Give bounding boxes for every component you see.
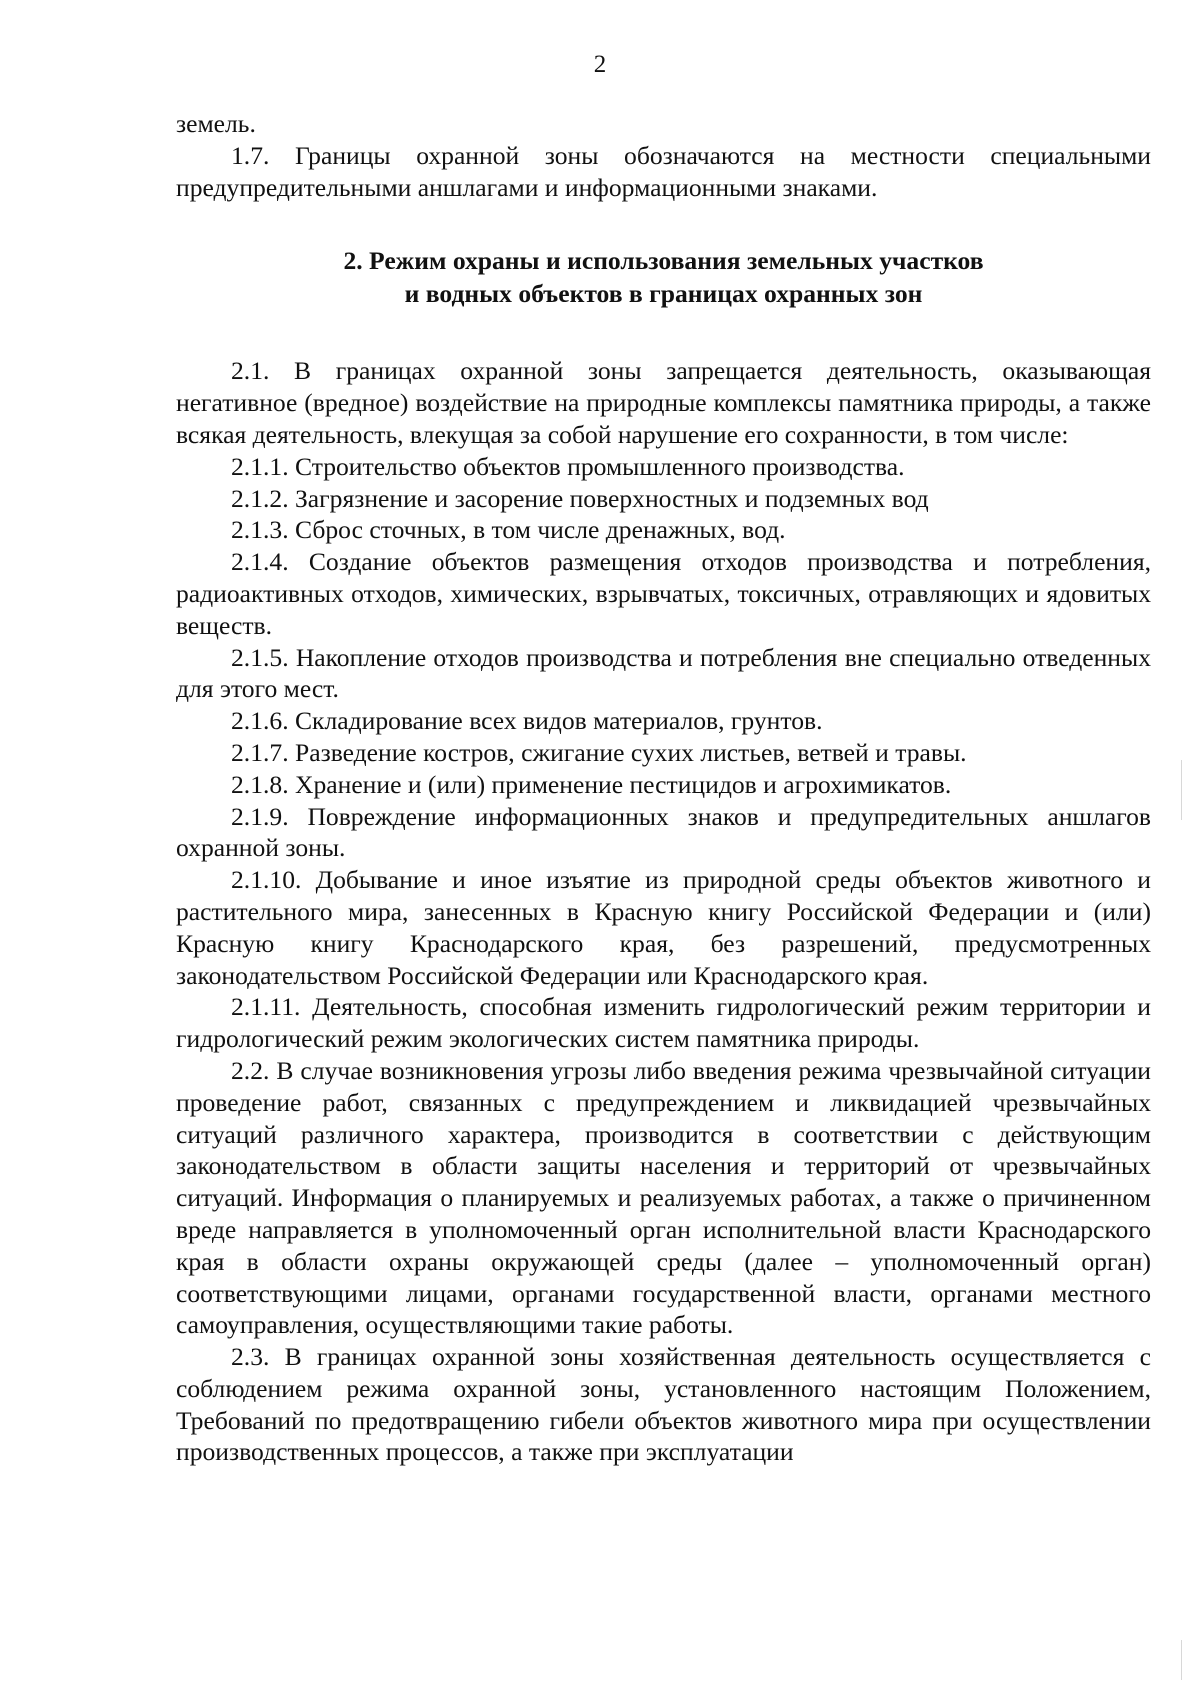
scan-edge-mark	[1181, 760, 1182, 820]
paragraph-continuation: земель.	[176, 109, 256, 138]
paragraph-2-2: 2.2. В случае возникновения угрозы либо введения режима чрезвычайной ситуации проведение работ, связанных с предупреждением и ликвидацией чрезвычайных ситуаций различного характера, производится в соответствии с действующим законодательством в области защиты населения и территорий от чрезвычайных ситуаций. Информация о планируемых и реализуемых работах, а также о причиненном вреде направляется в уполномоченный орган исполнительной власти Краснодарского края в области охраны окружающей среды (далее – уполномоченный орган) соответствующими лицами, органами государственной власти, органами местного самоуправления, осуществляющими такие работы.	[176, 1055, 1151, 1340]
paragraph-2-1-9: 2.1.9. Повреждение информационных знаков и предупредительных аншлагов охранной зоны.	[176, 801, 1151, 863]
document-body	[176, 108, 1151, 1468]
paragraph-2-1-5: 2.1.5. Накопление отходов производства и потребления вне специально отведенных для этого мест.	[176, 642, 1151, 704]
paragraph-2-1-10: 2.1.10. Добывание и иное изъятие из природной среды объектов животного и растительного мира, занесенных в Красную книгу Российской Федерации и (или) Красную книгу Краснодарского края, без разрешений, предусмотренных законодательством Российской Федерации или Краснодарского края.	[176, 865, 1151, 990]
paragraph-2-3: 2.3. В границах охранной зоны хозяйственная деятельность осуществляется с соблюдением режима охранной зоны, установленного настоящим Положением, Требований по предотвращению гибели объектов животного мира при осуществлении производственных процессов, а также при эксплуатации	[176, 1342, 1151, 1467]
paragraph-2-1-11: 2.1.11. Деятельность, способная изменить гидрологический режим территории и гидрологический режим экологических систем памятника природы.	[176, 992, 1151, 1054]
paragraph-2-1-3: 2.1.3. Сброс сточных, в том числе дренажных, вод.	[231, 515, 786, 545]
paragraph-2-1-4: 2.1.4. Создание объектов размещения отходов производства и потребления, радиоактивных отходов, химических, взрывчатых, токсичных, отравляющих и ядовитых веществ.	[176, 547, 1151, 640]
paragraph-2-1-1: 2.1.1. Строительство объектов промышленного производства.	[231, 451, 905, 481]
paragraph-2-1-2: 2.1.2. Загрязнение и засорение поверхностных и подземных вод	[231, 483, 929, 513]
section-heading-line-2: и водных объектов в границах охранных зон	[404, 279, 923, 309]
page-number: 2	[593, 51, 607, 78]
paragraph-2-1-8: 2.1.8. Хранение и (или) применение пестицидов и агрохимикатов.	[231, 769, 952, 799]
paragraph-2-1: 2.1. В границах охранной зоны запрещается деятельность, оказывающая негативное (вредное) воздействие на природные комплексы памятника природы, а также всякая деятельность, влекущая за собой нарушение его сохранности, в том числе:	[176, 356, 1151, 449]
section-heading	[176, 244, 1151, 310]
scan-edge-mark	[1181, 1640, 1182, 1680]
section-heading-line-1: 2. Режим охраны и использования земельных участков	[343, 246, 984, 276]
paragraph-2-1-6: 2.1.6. Складирование всех видов материалов, грунтов.	[231, 706, 823, 736]
paragraph-2-1-7: 2.1.7. Разведение костров, сжигание сухих листьев, ветвей и травы.	[231, 737, 967, 767]
paragraph-1-7: 1.7. Границы охранной зоны обозначаются на местности специальными предупредительными аншлагами и информационными знаками.	[176, 140, 1151, 202]
